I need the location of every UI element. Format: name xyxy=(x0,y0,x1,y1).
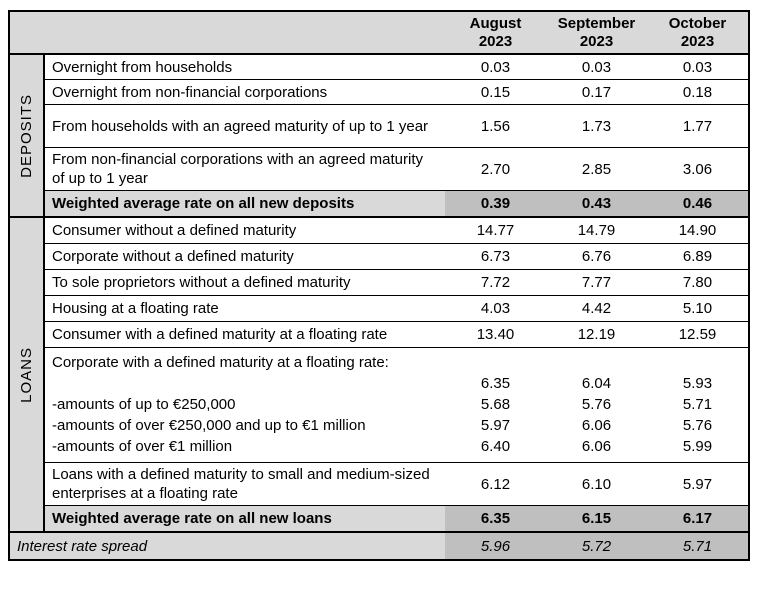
rate-value: 7.77 xyxy=(581,274,612,291)
rate-value: 5.99 xyxy=(682,438,713,455)
blank-line xyxy=(546,352,647,373)
rate-value: 13.40 xyxy=(476,326,515,343)
rate-value: 5.10 xyxy=(682,300,713,317)
weighted-average-loans-row xyxy=(45,506,748,531)
row-label-text: From households with an agreed maturity of up to 1 year xyxy=(52,117,429,135)
table-row xyxy=(45,296,748,322)
rate-value: 12.19 xyxy=(577,326,616,343)
weighted-average-deposits-row xyxy=(45,191,748,216)
deposits-section-label: DEPOSITS xyxy=(18,93,35,178)
blank-line xyxy=(445,352,546,373)
table-row xyxy=(45,270,748,296)
row-label xyxy=(45,105,445,147)
row-label xyxy=(45,191,445,216)
spread-label: Interest rate spread xyxy=(10,533,445,559)
rate-value: 2.70 xyxy=(480,160,511,178)
rate-value: 14.77 xyxy=(476,222,515,239)
rate-value: 0.39 xyxy=(445,191,546,216)
row-label-text: Overnight from households xyxy=(52,58,233,76)
row-label xyxy=(45,244,445,269)
row-label-text: Weighted average rate on all new deposits xyxy=(52,195,355,212)
rate-value: 6.35 xyxy=(480,375,511,392)
deposits-section xyxy=(10,55,748,218)
rate-value: 6.15 xyxy=(546,506,647,531)
row-label-text: Consumer with a defined maturity at a floating rate xyxy=(52,326,388,343)
row-label-text: From non-financial corporations with an agreed maturity of up to 1 year xyxy=(52,151,424,187)
row-label-text: To sole proprietors without a defined maturity xyxy=(52,274,351,291)
table-row xyxy=(45,105,748,148)
column-header-august xyxy=(445,15,546,51)
table-header xyxy=(10,12,748,55)
rate-value: 6.40 xyxy=(480,438,511,455)
rate-value: 5.76 xyxy=(682,417,713,434)
rate-value: 5.72 xyxy=(546,533,647,559)
rate-value: 6.12 xyxy=(480,475,511,493)
rate-value: 6.04 xyxy=(581,375,612,392)
row-label-text: Housing at a floating rate xyxy=(52,300,219,317)
column-month: September xyxy=(557,14,636,32)
rate-value: 6.06 xyxy=(581,417,612,434)
row-label-text: Loans with a defined maturity to small and medium-sized enterprises at a floating rate xyxy=(52,466,430,502)
rate-value: 14.79 xyxy=(577,222,616,239)
rate-value: 0.03 xyxy=(682,58,713,76)
rate-value: 0.03 xyxy=(480,58,511,76)
rate-value: 0.46 xyxy=(647,191,748,216)
rate-value: 7.80 xyxy=(682,274,713,291)
interest-rate-table xyxy=(8,10,750,561)
table-row xyxy=(45,322,748,348)
row-label xyxy=(45,322,445,347)
rate-value-column xyxy=(445,348,546,462)
rate-value: 5.68 xyxy=(480,396,511,413)
loans-side-cell xyxy=(10,218,45,531)
rate-value: 5.71 xyxy=(682,396,713,413)
row-label-text: Consumer without a defined maturity xyxy=(52,222,297,239)
rate-value: 6.89 xyxy=(682,248,713,265)
loans-section-label: LOANS xyxy=(18,346,35,403)
corporate-floating-rate-row xyxy=(45,348,748,463)
column-header-september xyxy=(546,15,647,51)
row-label xyxy=(45,348,445,462)
column-month: October xyxy=(668,14,727,32)
rate-value: 2.85 xyxy=(581,160,612,178)
rate-value: 5.97 xyxy=(480,417,511,434)
rate-value: 0.17 xyxy=(581,83,612,101)
row-label-text: Overnight from non-financial corporations xyxy=(52,83,328,101)
row-sub-label: -amounts of up to €250,000 xyxy=(52,396,236,413)
rate-value: 0.18 xyxy=(682,83,713,101)
row-sub-label: -amounts of over €1 million xyxy=(52,438,233,455)
rate-value: 6.76 xyxy=(581,248,612,265)
deposits-side-cell xyxy=(10,55,45,216)
table-row xyxy=(45,244,748,270)
column-month: August xyxy=(469,14,522,32)
rate-value: 4.42 xyxy=(581,300,612,317)
rate-value: 0.15 xyxy=(480,83,511,101)
rate-value-column xyxy=(647,348,748,462)
table-row xyxy=(45,80,748,105)
column-year: 2023 xyxy=(579,32,614,50)
rate-value: 4.03 xyxy=(480,300,511,317)
rate-value: 1.77 xyxy=(682,117,713,135)
row-label xyxy=(45,296,445,321)
column-year: 2023 xyxy=(478,32,513,50)
row-label-text: Corporate without a defined maturity xyxy=(52,248,294,265)
rate-value: 6.17 xyxy=(647,506,748,531)
row-label xyxy=(45,270,445,295)
row-label xyxy=(45,218,445,243)
column-header-october xyxy=(647,15,748,51)
rate-value: 6.06 xyxy=(581,438,612,455)
column-year: 2023 xyxy=(680,32,715,50)
loans-rows xyxy=(45,218,748,531)
row-label xyxy=(45,148,445,190)
table-row xyxy=(45,218,748,244)
rate-value: 1.73 xyxy=(581,117,612,135)
rate-value-column xyxy=(546,348,647,462)
rate-value: 0.03 xyxy=(581,58,612,76)
row-label-text: Weighted average rate on all new loans xyxy=(52,510,332,527)
rate-value: 5.93 xyxy=(682,375,713,392)
rate-value: 6.35 xyxy=(445,506,546,531)
blank-line xyxy=(52,373,431,394)
table-row xyxy=(45,148,748,191)
rate-value: 3.06 xyxy=(682,160,713,178)
table-row xyxy=(45,55,748,80)
rate-value: 5.76 xyxy=(581,396,612,413)
row-label xyxy=(45,506,445,531)
rate-value: 5.96 xyxy=(445,533,546,559)
rate-value: 0.43 xyxy=(546,191,647,216)
row-label xyxy=(45,80,445,104)
rate-value: 5.97 xyxy=(682,475,713,493)
deposits-rows xyxy=(45,55,748,216)
row-sub-label: -amounts of over €250,000 and up to €1 million xyxy=(52,417,366,434)
interest-rate-spread-row xyxy=(10,533,748,559)
rate-value: 5.71 xyxy=(647,533,748,559)
loans-section xyxy=(10,218,748,533)
row-label-text: Corporate with a defined maturity at a floating rate: xyxy=(52,354,389,371)
row-label xyxy=(45,55,445,79)
rate-value: 12.59 xyxy=(678,326,717,343)
rate-value: 6.73 xyxy=(480,248,511,265)
table-row xyxy=(45,463,748,506)
rate-value: 6.10 xyxy=(581,475,612,493)
rate-value: 1.56 xyxy=(480,117,511,135)
blank-line xyxy=(647,352,748,373)
rate-value: 14.90 xyxy=(678,222,717,239)
rate-value: 7.72 xyxy=(480,274,511,291)
row-label xyxy=(45,463,445,505)
